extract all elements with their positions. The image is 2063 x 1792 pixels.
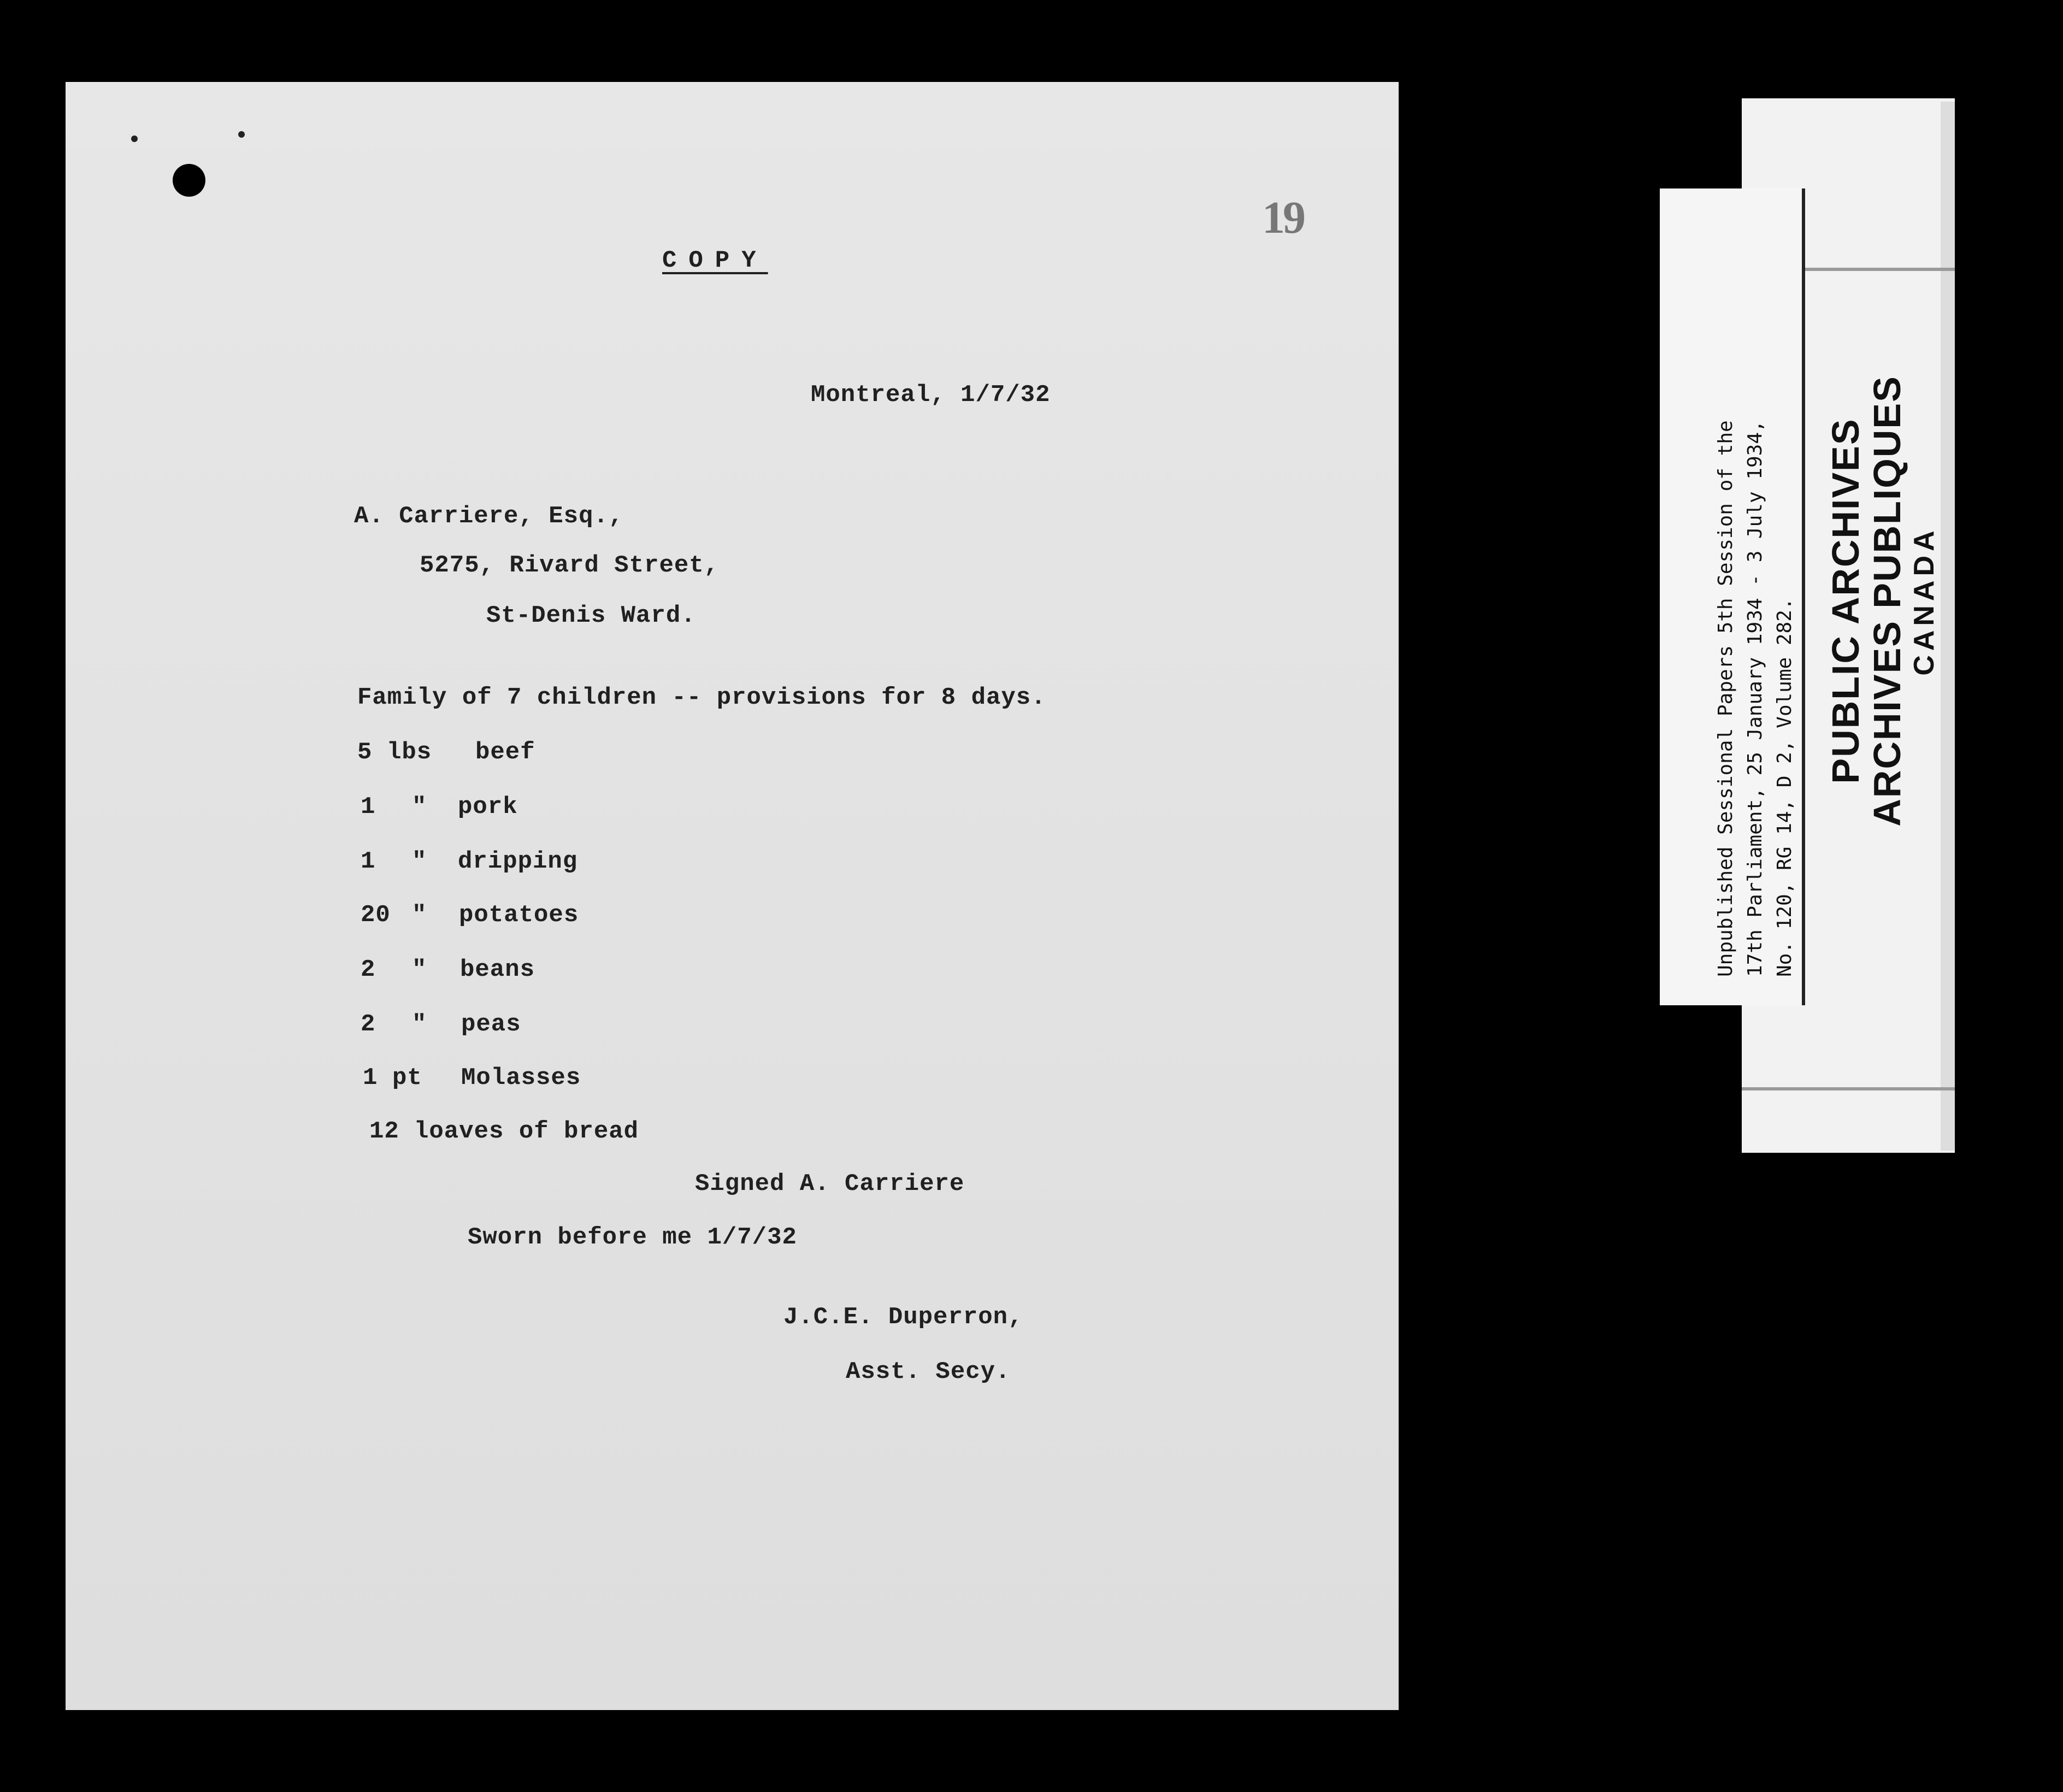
list-item (361, 1011, 688, 1044)
item-name: potatoes (459, 901, 579, 929)
sworn-line: Sworn before me 1/7/32 (468, 1224, 797, 1251)
official-title: Asst. Secy. (846, 1358, 1011, 1386)
item-name: dripping (458, 848, 578, 875)
archives-stamp (1825, 295, 1941, 907)
list-item (363, 1064, 691, 1097)
item-unit: " (412, 1011, 427, 1038)
archives-stamp-english: PUBLIC ARCHIVES (1824, 418, 1867, 784)
citation-slip-text (1711, 179, 1800, 977)
citation-line: No. 120, RG 14, D 2, Volume 282. (1773, 598, 1796, 977)
paper-speck (238, 131, 245, 138)
item-unit: " (412, 848, 427, 875)
page-number: 19 (1262, 192, 1304, 243)
item-quantity: 12 (369, 1118, 399, 1145)
item-name: loaves of bread (414, 1118, 639, 1145)
item-quantity: 1 (361, 793, 376, 821)
archive-card-edge (1941, 102, 1955, 1151)
paper-speck (131, 135, 138, 142)
addressee-ward: St-Denis Ward. (486, 602, 696, 629)
list-item (361, 848, 688, 881)
document-title: COPY (662, 247, 768, 274)
signature-line: Signed A. Carriere (695, 1170, 965, 1198)
list-item (361, 901, 688, 934)
list-item (369, 1118, 752, 1151)
citation-line: Unpublished Sessional Papers 5th Session of the (1714, 420, 1737, 977)
item-quantity: 2 (361, 956, 376, 983)
addressee-street: 5275, Rivard Street, (420, 552, 720, 579)
item-name: peas (461, 1011, 521, 1038)
item-quantity: 1 (363, 1064, 378, 1092)
item-quantity: 2 (361, 1011, 376, 1038)
item-name: beans (460, 956, 535, 983)
item-unit: " (412, 901, 427, 929)
list-item (361, 956, 688, 989)
item-unit: " (412, 956, 427, 983)
item-quantity: 5 (357, 739, 373, 766)
item-unit: " (412, 793, 427, 821)
archives-stamp-country: CANADA (1908, 526, 1940, 676)
item-name: beef (475, 739, 535, 766)
archives-stamp-french: ARCHIVES PUBLIQUES (1866, 375, 1908, 827)
list-item (361, 793, 688, 826)
item-quantity: 1 (361, 848, 376, 875)
card-fold-line (1742, 1087, 1955, 1090)
citation-line: 17th Parliament, 25 January 1934 - 3 July 1934, (1744, 420, 1766, 977)
item-name: Molasses (461, 1064, 581, 1092)
item-name: pork (458, 793, 518, 821)
addressee-name: A. Carriere, Esq., (354, 503, 624, 530)
family-intro: Family of 7 children -- provisions for 8 days. (357, 684, 1046, 711)
punch-hole (173, 164, 205, 197)
place-date: Montreal, 1/7/32 (811, 381, 1051, 409)
official-name: J.C.E. Duperron, (783, 1304, 1023, 1331)
list-item (357, 739, 685, 771)
item-unit: pt (392, 1064, 422, 1092)
item-unit: lbs (387, 739, 432, 766)
item-quantity: 20 (361, 901, 391, 929)
document-page (66, 82, 1399, 1710)
